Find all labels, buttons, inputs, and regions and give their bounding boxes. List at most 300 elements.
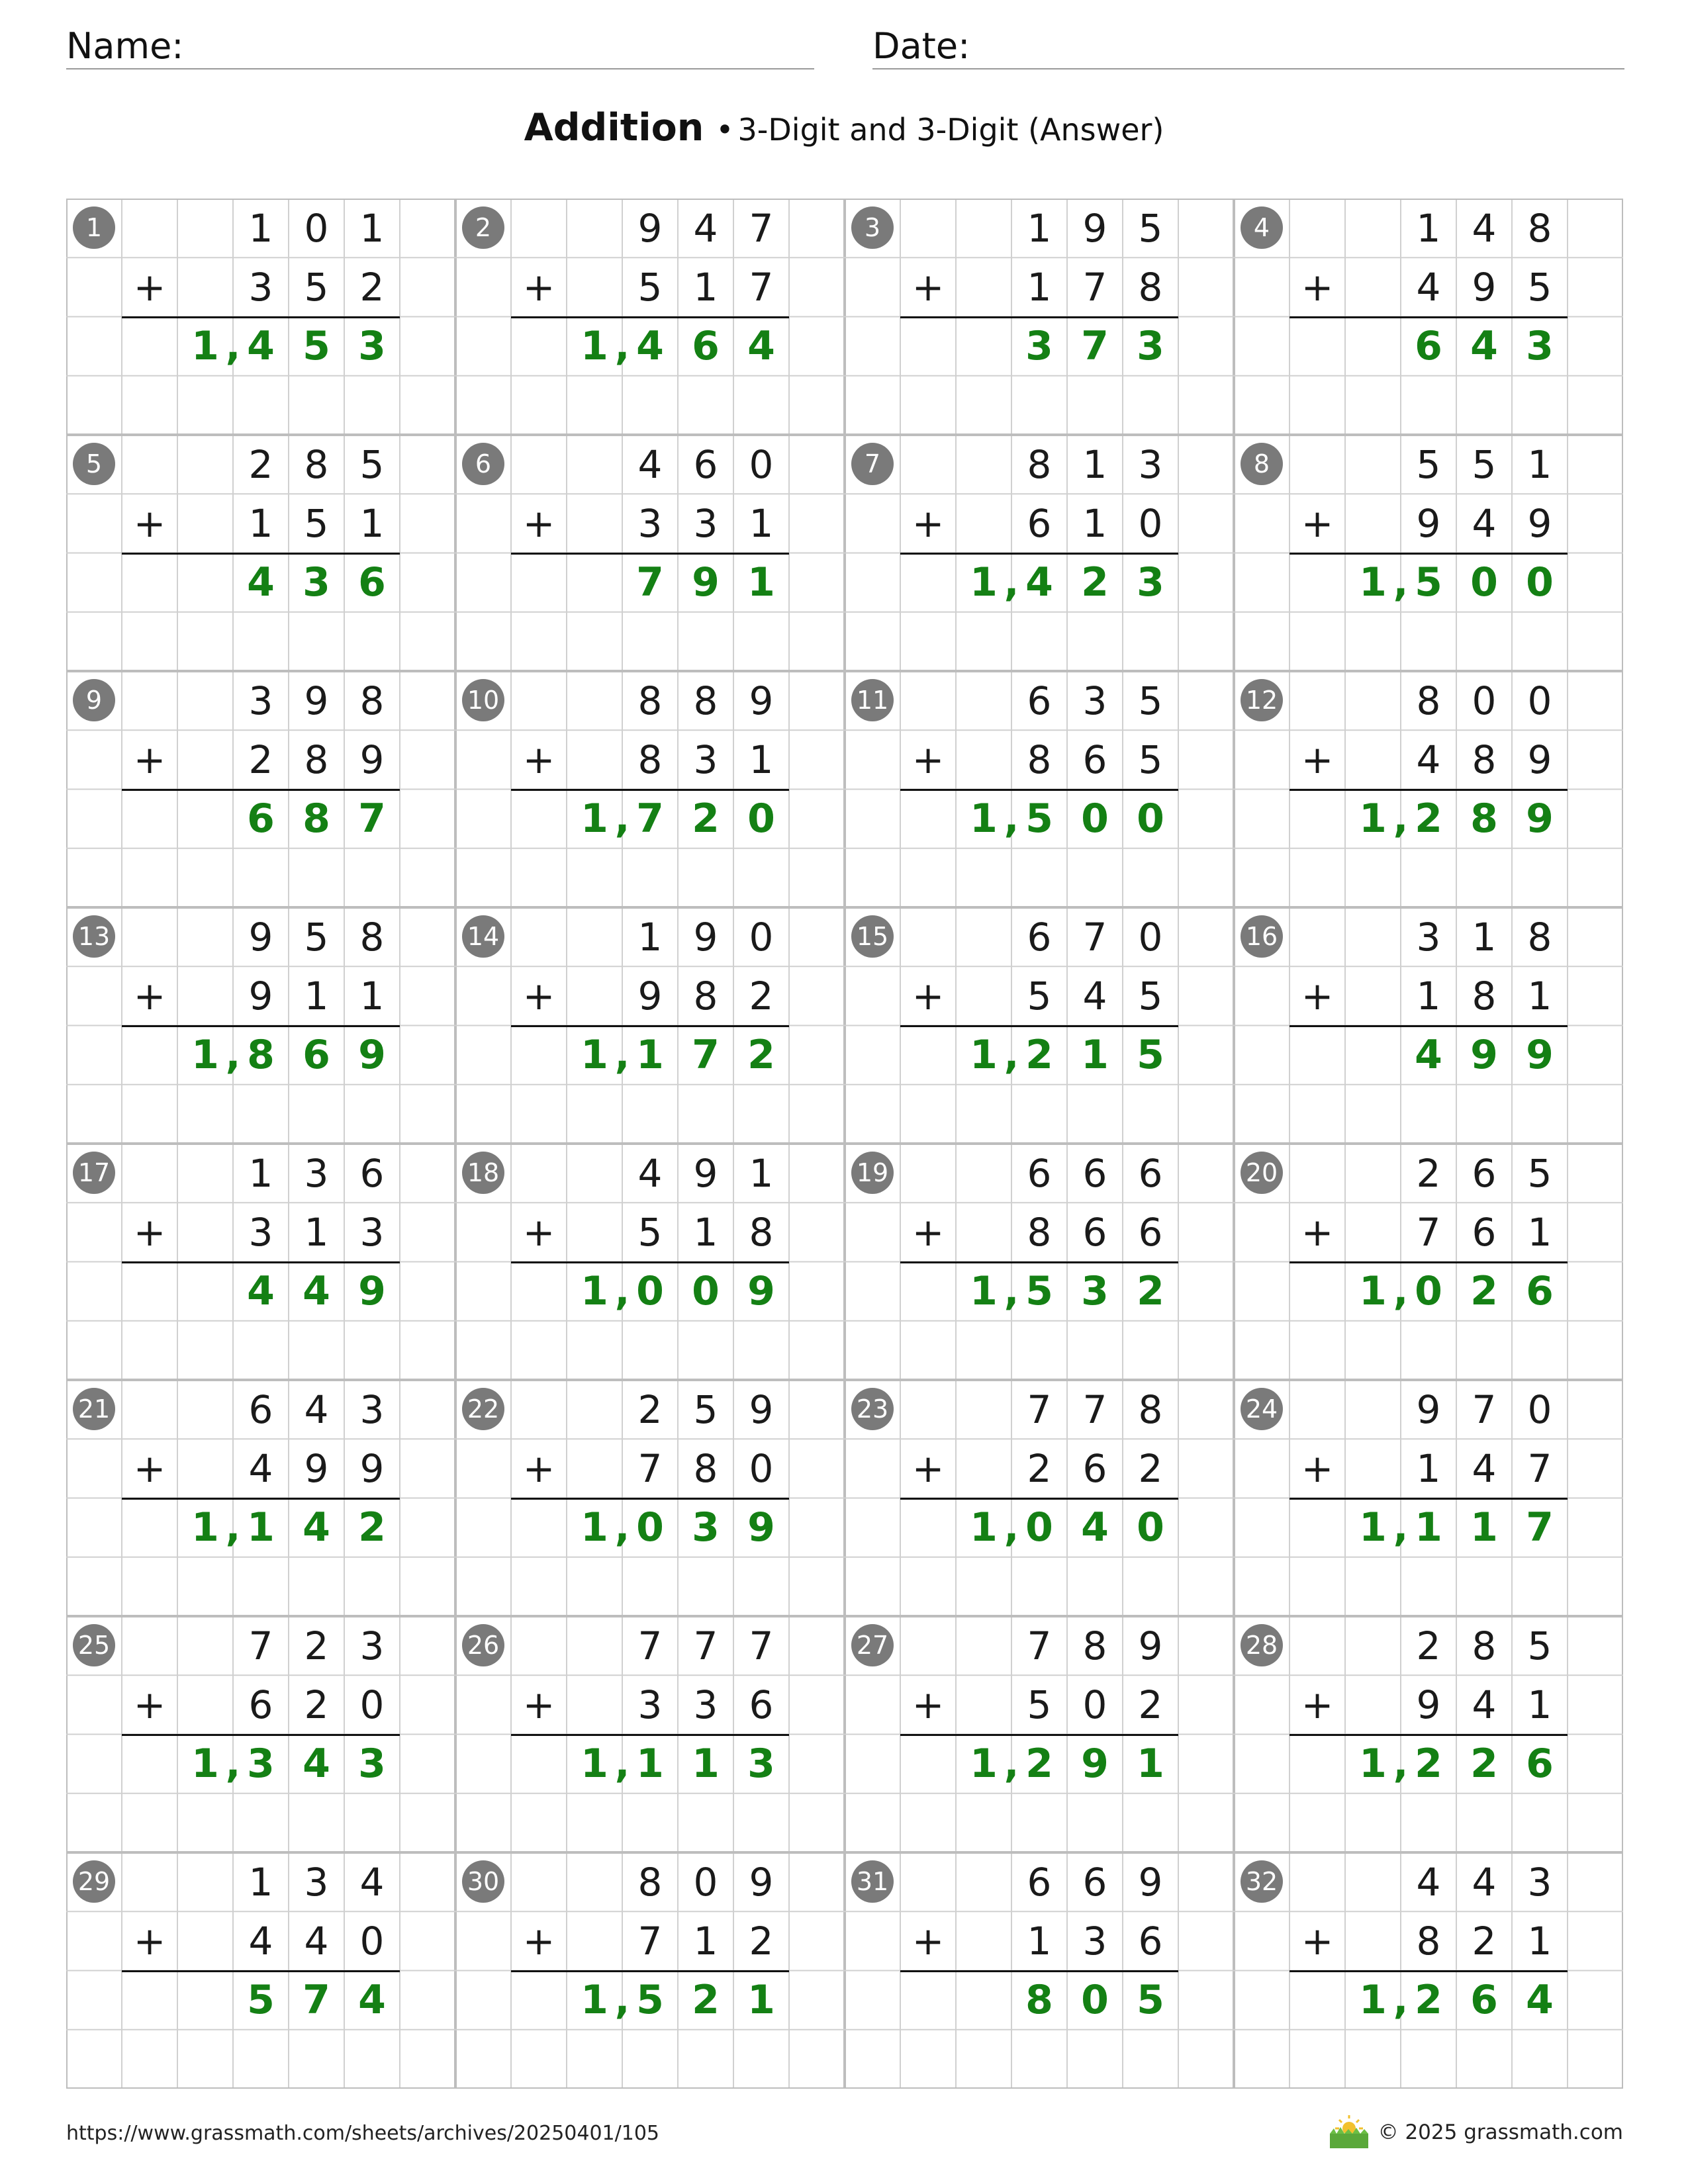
addend-top-digit: 2 (304, 1623, 329, 1668)
addend-top-digit: 2 (1416, 1150, 1441, 1196)
addend-bottom-digit: 4 (1472, 500, 1497, 546)
answer-digit: 1 (1415, 1504, 1442, 1551)
addend-bottom-digit: 4 (1082, 973, 1107, 1019)
answer-comma: , (225, 1504, 241, 1551)
problem-number-badge: 26 (462, 1624, 504, 1666)
addend-top-digit: 6 (1138, 1150, 1163, 1196)
addend-top-digit: 1 (248, 205, 273, 251)
plus-sign: + (912, 737, 945, 782)
answer-digit: 5 (303, 323, 330, 370)
answer-digit: 4 (303, 1504, 330, 1551)
answer-digit: 2 (1470, 1741, 1498, 1788)
answer-digit: 2 (358, 1504, 386, 1551)
answer-digit: 1 (581, 323, 608, 370)
answer-comma: , (225, 1741, 241, 1788)
answer-digit: 5 (636, 1977, 664, 2024)
answer-digit: 8 (1470, 796, 1498, 842)
addend-top-digit: 9 (693, 1150, 718, 1196)
addend-top-digit: 6 (1027, 678, 1052, 723)
problem-number-badge: 30 (462, 1860, 504, 1903)
addend-top-digit: 8 (637, 678, 663, 723)
addend-top-digit: 2 (248, 441, 273, 487)
addend-top-digit: 7 (1082, 1387, 1107, 1432)
addend-top-digit: 8 (1138, 1387, 1163, 1432)
answer-digit: 3 (1137, 323, 1164, 370)
answer-digit: 2 (692, 796, 720, 842)
answer-digit: 0 (1081, 1977, 1109, 2024)
addend-bottom-digit: 2 (304, 1682, 329, 1727)
plus-sign: + (1301, 1918, 1334, 1964)
addend-top-digit: 9 (637, 205, 663, 251)
addend-bottom-digit: 1 (1527, 1682, 1552, 1727)
addend-top-digit: 3 (359, 1623, 385, 1668)
problem-number-badge: 32 (1241, 1860, 1283, 1903)
answer-digit: 4 (247, 1268, 275, 1315)
answer-digit: 7 (358, 796, 386, 842)
problem-number-badge: 4 (1241, 206, 1283, 249)
addend-bottom-digit: 8 (1472, 973, 1497, 1019)
addend-top-digit: 9 (1138, 1859, 1163, 1905)
answer-digit: 3 (747, 1741, 775, 1788)
answer-digit: 2 (1137, 1268, 1164, 1315)
answer-comma: , (1393, 796, 1409, 842)
answer-digit: 1 (581, 1741, 608, 1788)
plus-sign: + (133, 1682, 166, 1727)
answer-digit: 1 (747, 1977, 775, 2024)
plus-sign: + (522, 264, 555, 310)
addend-bottom-digit: 4 (304, 1918, 329, 1964)
addend-top-digit: 3 (1082, 678, 1107, 723)
answer-digit: 1 (970, 796, 998, 842)
addend-top-digit: 1 (1082, 441, 1107, 487)
answer-digit: 1 (636, 1032, 664, 1079)
addend-bottom-digit: 8 (749, 1209, 774, 1255)
answer-digit: 1 (1081, 1032, 1109, 1079)
answer-digit: 6 (358, 559, 386, 606)
addend-bottom-digit: 6 (749, 1682, 774, 1727)
addend-top-digit: 3 (248, 678, 273, 723)
addend-bottom-digit: 3 (693, 1682, 718, 1727)
answer-comma: , (614, 1504, 630, 1551)
answer-digit: 4 (1470, 323, 1498, 370)
addend-top-digit: 6 (1082, 1859, 1107, 1905)
answer-digit: 1 (1359, 1977, 1387, 2024)
addend-bottom-digit: 1 (1027, 264, 1052, 310)
answer-digit: 1 (247, 1504, 275, 1551)
addend-top-digit: 6 (1472, 1150, 1497, 1196)
addend-bottom-digit: 9 (304, 1445, 329, 1491)
answer-comma: , (1393, 1268, 1409, 1315)
answer-digit: 6 (1526, 1268, 1554, 1315)
addend-bottom-digit: 7 (749, 264, 774, 310)
answer-digit: 8 (1025, 1977, 1053, 2024)
addend-bottom-digit: 7 (637, 1445, 663, 1491)
name-line[interactable] (66, 68, 814, 69)
answer-comma: , (1004, 1032, 1019, 1079)
answer-digit: 3 (1081, 1268, 1109, 1315)
addend-bottom-digit: 1 (359, 973, 385, 1019)
addend-top-digit: 0 (304, 205, 329, 251)
addend-bottom-digit: 1 (693, 1209, 718, 1255)
answer-digit: 1 (1359, 1268, 1387, 1315)
answer-digit: 1 (191, 323, 219, 370)
addend-bottom-digit: 0 (749, 1445, 774, 1491)
addend-top-digit: 9 (1416, 1387, 1441, 1432)
answer-digit: 0 (1081, 796, 1109, 842)
answer-digit: 2 (1415, 796, 1442, 842)
addend-top-digit: 8 (359, 914, 385, 960)
answer-digit: 0 (747, 796, 775, 842)
answer-digit: 4 (1025, 559, 1053, 606)
addend-bottom-digit: 6 (1138, 1209, 1163, 1255)
addend-top-digit: 1 (1472, 914, 1497, 960)
answer-digit: 4 (636, 323, 664, 370)
answer-digit: 3 (1526, 323, 1554, 370)
problem-number-badge: 18 (462, 1152, 504, 1194)
addend-top-digit: 4 (637, 441, 663, 487)
addend-bottom-digit: 3 (693, 737, 718, 782)
addend-top-digit: 6 (693, 441, 718, 487)
addend-top-digit: 5 (1416, 441, 1441, 487)
addend-bottom-digit: 8 (693, 1445, 718, 1491)
addend-bottom-digit: 8 (693, 973, 718, 1019)
addend-bottom-digit: 1 (693, 264, 718, 310)
problem-number-badge: 11 (851, 679, 894, 721)
answer-comma: , (1393, 559, 1409, 606)
answer-digit: 3 (1025, 323, 1053, 370)
answer-digit: 4 (247, 323, 275, 370)
addend-bottom-digit: 0 (1082, 1682, 1107, 1727)
plus-sign: + (522, 973, 555, 1019)
addend-bottom-digit: 1 (304, 973, 329, 1019)
answer-comma: , (1004, 796, 1019, 842)
answer-digit: 7 (303, 1977, 330, 2024)
plus-sign: + (912, 1918, 945, 1964)
plus-sign: + (912, 1209, 945, 1255)
addend-top-digit: 4 (1472, 205, 1497, 251)
answer-digit: 3 (1137, 559, 1164, 606)
plus-sign: + (522, 1445, 555, 1491)
problem-number-badge: 19 (851, 1152, 894, 1194)
addend-top-digit: 8 (304, 441, 329, 487)
problem-number-badge: 14 (462, 915, 504, 958)
addend-top-digit: 0 (1472, 678, 1497, 723)
answer-comma: , (1393, 1741, 1409, 1788)
answer-digit: 1 (581, 1032, 608, 1079)
addend-top-digit: 6 (1082, 1150, 1107, 1196)
plus-sign: + (1301, 973, 1334, 1019)
plus-sign: + (912, 1682, 945, 1727)
answer-digit: 9 (1470, 1032, 1498, 1079)
addend-top-digit: 5 (359, 441, 385, 487)
answer-digit: 7 (636, 796, 664, 842)
answer-comma: , (614, 796, 630, 842)
addend-bottom-digit: 5 (637, 264, 663, 310)
addend-top-digit: 6 (1027, 914, 1052, 960)
answer-comma: , (225, 1032, 241, 1079)
answer-comma: , (614, 1032, 630, 1079)
addend-bottom-digit: 4 (1416, 264, 1441, 310)
addend-bottom-digit: 9 (359, 1445, 385, 1491)
addend-bottom-digit: 1 (1027, 1918, 1052, 1964)
answer-digit: 1 (581, 796, 608, 842)
addend-bottom-digit: 2 (749, 1918, 774, 1964)
addend-bottom-digit: 1 (1416, 1445, 1441, 1491)
addend-top-digit: 9 (749, 1859, 774, 1905)
date-line[interactable] (872, 68, 1624, 69)
addend-top-digit: 7 (1027, 1623, 1052, 1668)
addend-top-digit: 6 (359, 1150, 385, 1196)
problem-number-badge: 6 (462, 443, 504, 485)
plus-sign: + (912, 1445, 945, 1491)
addend-top-digit: 7 (749, 205, 774, 251)
addend-top-digit: 1 (248, 1150, 273, 1196)
answer-digit: 1 (581, 1504, 608, 1551)
addend-top-digit: 7 (749, 1623, 774, 1668)
addend-bottom-digit: 9 (359, 737, 385, 782)
addend-bottom-digit: 5 (1527, 264, 1552, 310)
answer-digit: 5 (1025, 1268, 1053, 1315)
addend-top-digit: 9 (1082, 205, 1107, 251)
plus-sign: + (133, 1918, 166, 1964)
addend-top-digit: 2 (1416, 1623, 1441, 1668)
answer-digit: 9 (747, 1268, 775, 1315)
answer-comma: , (1393, 1504, 1409, 1551)
addend-bottom-digit: 8 (1138, 264, 1163, 310)
problem-number-badge: 1 (73, 206, 115, 249)
addend-top-digit: 7 (1082, 914, 1107, 960)
addend-top-digit: 4 (693, 205, 718, 251)
answer-digit: 1 (1359, 796, 1387, 842)
answer-digit: 0 (1526, 559, 1554, 606)
answer-digit: 1 (692, 1741, 720, 1788)
addend-bottom-digit: 9 (1527, 500, 1552, 546)
answer-digit: 2 (1081, 559, 1109, 606)
answer-comma: , (1004, 1741, 1019, 1788)
addend-bottom-digit: 4 (1472, 1445, 1497, 1491)
problem-number-badge: 8 (1241, 443, 1283, 485)
answer-digit: 5 (1137, 1032, 1164, 1079)
addend-bottom-digit: 7 (1527, 1445, 1552, 1491)
addend-top-digit: 3 (1527, 1859, 1552, 1905)
answer-comma: , (614, 1268, 630, 1315)
plus-sign: + (1301, 500, 1334, 546)
answer-digit: 9 (1526, 1032, 1554, 1079)
addend-bottom-digit: 6 (1027, 500, 1052, 546)
name-label: Name: (66, 25, 184, 67)
addend-top-digit: 8 (1416, 678, 1441, 723)
problem-number-badge: 3 (851, 206, 894, 249)
answer-digit: 0 (1025, 1504, 1053, 1551)
addend-bottom-digit: 9 (1416, 1682, 1441, 1727)
addend-bottom-digit: 6 (1082, 1209, 1107, 1255)
title-main: Addition (524, 106, 704, 150)
date-label: Date: (872, 25, 970, 67)
addend-top-digit: 2 (637, 1387, 663, 1432)
answer-comma: , (1393, 1977, 1409, 2024)
addend-top-digit: 7 (1472, 1387, 1497, 1432)
answer-digit: 2 (1415, 1977, 1442, 2024)
addend-bottom-digit: 9 (1472, 264, 1497, 310)
title-separator: • (716, 112, 734, 148)
addend-bottom-digit: 1 (749, 737, 774, 782)
answer-digit: 1 (581, 1977, 608, 2024)
addend-bottom-digit: 9 (1527, 737, 1552, 782)
addend-bottom-digit: 8 (1027, 737, 1052, 782)
problem-number-badge: 28 (1241, 1624, 1283, 1666)
addend-bottom-digit: 2 (248, 737, 273, 782)
plus-sign: + (133, 973, 166, 1019)
answer-digit: 8 (303, 796, 330, 842)
answer-digit: 6 (247, 796, 275, 842)
addend-top-digit: 0 (693, 1859, 718, 1905)
answer-digit: 1 (970, 559, 998, 606)
footer-copyright: © 2025 grassmath.com (1378, 2120, 1623, 2144)
answer-digit: 4 (1081, 1504, 1109, 1551)
addend-bottom-digit: 1 (693, 1918, 718, 1964)
answer-digit: 2 (692, 1977, 720, 2024)
addend-top-digit: 0 (749, 914, 774, 960)
addend-bottom-digit: 3 (248, 1209, 273, 1255)
addend-top-digit: 4 (359, 1859, 385, 1905)
plus-sign: + (133, 264, 166, 310)
answer-digit: 7 (692, 1032, 720, 1079)
addend-bottom-digit: 8 (1416, 1918, 1441, 1964)
plus-sign: + (912, 264, 945, 310)
addend-bottom-digit: 7 (1416, 1209, 1441, 1255)
addend-top-digit: 0 (1138, 914, 1163, 960)
answer-digit: 4 (747, 323, 775, 370)
answer-digit: 1 (970, 1032, 998, 1079)
addend-top-digit: 9 (693, 914, 718, 960)
addend-top-digit: 5 (1527, 1623, 1552, 1668)
problem-number-badge: 5 (73, 443, 115, 485)
addend-bottom-digit: 5 (1027, 1682, 1052, 1727)
addend-top-digit: 5 (1138, 205, 1163, 251)
answer-digit: 5 (1137, 1977, 1164, 2024)
addend-bottom-digit: 8 (637, 737, 663, 782)
addend-bottom-digit: 2 (359, 264, 385, 310)
plus-sign: + (522, 1209, 555, 1255)
answer-digit: 0 (692, 1268, 720, 1315)
answer-digit: 3 (358, 323, 386, 370)
answer-digit: 5 (1025, 796, 1053, 842)
answer-digit: 3 (692, 1504, 720, 1551)
plus-sign: + (912, 973, 945, 1019)
addend-top-digit: 1 (637, 914, 663, 960)
problem-number-badge: 13 (73, 915, 115, 958)
plus-sign: + (133, 500, 166, 546)
answer-digit: 0 (1415, 1268, 1442, 1315)
addend-bottom-digit: 1 (1082, 500, 1107, 546)
problem-number-badge: 12 (1241, 679, 1283, 721)
addend-bottom-digit: 9 (1416, 500, 1441, 546)
plus-sign: + (1301, 1209, 1334, 1255)
addend-bottom-digit: 8 (1472, 737, 1497, 782)
addend-top-digit: 9 (248, 914, 273, 960)
answer-digit: 9 (747, 1504, 775, 1551)
addend-bottom-digit: 6 (248, 1682, 273, 1727)
addend-top-digit: 3 (1416, 914, 1441, 960)
answer-digit: 0 (1137, 796, 1164, 842)
addend-top-digit: 8 (1082, 1623, 1107, 1668)
footer-url: https://www.grassmath.com/sheets/archives/20250401/105 (66, 2122, 660, 2145)
addend-top-digit: 8 (359, 678, 385, 723)
answer-digit: 5 (1415, 559, 1442, 606)
answer-digit: 1 (191, 1504, 219, 1551)
addend-bottom-digit: 4 (1416, 737, 1441, 782)
plus-sign: + (1301, 1682, 1334, 1727)
addend-bottom-digit: 7 (1082, 264, 1107, 310)
addend-top-digit: 4 (1472, 1859, 1497, 1905)
answer-digit: 3 (303, 559, 330, 606)
addend-top-digit: 7 (1027, 1387, 1052, 1432)
addend-top-digit: 1 (359, 205, 385, 251)
addend-top-digit: 8 (693, 678, 718, 723)
answer-digit: 1 (970, 1504, 998, 1551)
answer-digit: 1 (970, 1268, 998, 1315)
addend-top-digit: 3 (304, 1859, 329, 1905)
addend-bottom-digit: 1 (1527, 973, 1552, 1019)
addend-top-digit: 3 (304, 1150, 329, 1196)
addend-top-digit: 8 (637, 1859, 663, 1905)
addend-bottom-digit: 2 (1138, 1682, 1163, 1727)
answer-digit: 4 (1526, 1977, 1554, 2024)
addend-bottom-digit: 3 (1082, 1918, 1107, 1964)
answer-digit: 7 (1526, 1504, 1554, 1551)
answer-digit: 6 (303, 1032, 330, 1079)
answer-digit: 6 (1415, 323, 1442, 370)
addend-top-digit: 0 (749, 441, 774, 487)
addend-top-digit: 5 (1138, 678, 1163, 723)
answer-digit: 2 (747, 1032, 775, 1079)
problem-number-badge: 9 (73, 679, 115, 721)
addend-bottom-digit: 5 (637, 1209, 663, 1255)
answer-digit: 1 (1359, 1741, 1387, 1788)
addend-bottom-digit: 4 (248, 1918, 273, 1964)
answer-comma: , (614, 1977, 630, 2024)
addend-bottom-digit: 6 (1138, 1918, 1163, 1964)
plus-sign: + (522, 737, 555, 782)
addend-bottom-digit: 9 (637, 973, 663, 1019)
addend-top-digit: 4 (304, 1387, 329, 1432)
addend-bottom-digit: 3 (693, 500, 718, 546)
answer-digit: 9 (1526, 796, 1554, 842)
answer-comma: , (1004, 1268, 1019, 1315)
addend-bottom-digit: 1 (1416, 973, 1441, 1019)
answer-digit: 9 (692, 559, 720, 606)
answer-digit: 5 (247, 1977, 275, 2024)
answer-digit: 4 (303, 1741, 330, 1788)
problem-number-badge: 20 (1241, 1152, 1283, 1194)
answer-digit: 1 (191, 1741, 219, 1788)
addend-top-digit: 8 (1027, 441, 1052, 487)
answer-digit: 8 (247, 1032, 275, 1079)
addend-top-digit: 3 (359, 1387, 385, 1432)
problem-number-badge: 10 (462, 679, 504, 721)
addend-top-digit: 5 (693, 1387, 718, 1432)
addend-bottom-digit: 2 (749, 973, 774, 1019)
addend-top-digit: 6 (1027, 1150, 1052, 1196)
addend-top-digit: 8 (1527, 205, 1552, 251)
answer-digit: 0 (1470, 559, 1498, 606)
answer-digit: 1 (747, 559, 775, 606)
addend-bottom-digit: 2 (1472, 1918, 1497, 1964)
addend-bottom-digit: 5 (1027, 973, 1052, 1019)
problem-number-badge: 21 (73, 1388, 115, 1430)
addend-bottom-digit: 4 (248, 1445, 273, 1491)
answer-comma: , (1004, 559, 1019, 606)
